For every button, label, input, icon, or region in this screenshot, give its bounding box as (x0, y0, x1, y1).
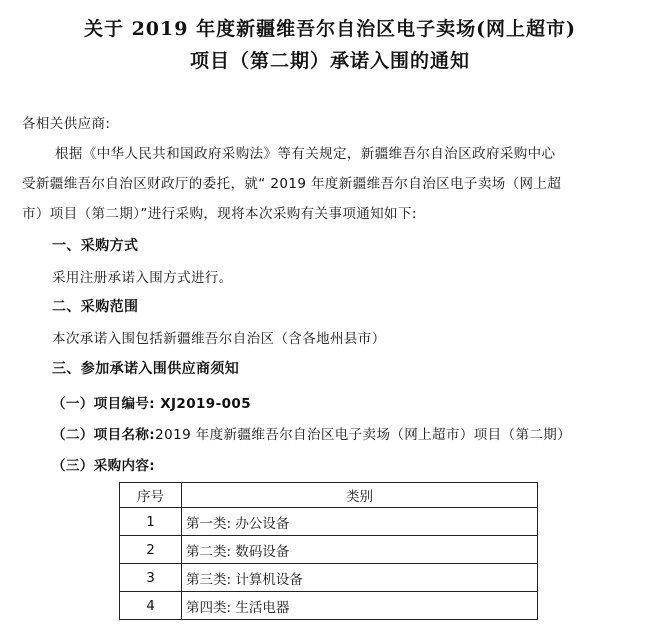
procurement-category-table (119, 482, 538, 620)
item-project-name-label: （二）项目名称: (52, 427, 156, 443)
item-project-name (52, 423, 571, 443)
row-number: 1 (120, 508, 182, 536)
document-title-line-1: 关于 2019 年度新疆维吾尔自治区电子卖场(网上超市) (83, 18, 577, 40)
section-1-text: 采用注册承诺入围方式进行。 (52, 270, 233, 286)
header-number: 序号 (120, 483, 182, 508)
item-procurement-content-label: （三）采购内容: (52, 458, 156, 474)
table-header-row (120, 483, 538, 508)
row-number: 4 (120, 592, 182, 620)
intro-line-1: 根据《中华人民共和国政府采购法》等有关规定，新疆维吾尔自治区政府采购中心 (55, 146, 556, 162)
row-category: 第三类: 计算机设备 (182, 564, 538, 592)
section-1-heading: 一、采购方式 (52, 238, 139, 254)
item-procurement-content (52, 454, 155, 474)
item-project-number-label: （一）项目编号: XJ2019-005 (52, 396, 251, 412)
table-row (120, 592, 538, 620)
salutation: 各相关供应商: (22, 116, 111, 132)
row-number: 2 (120, 536, 182, 564)
row-category: 第一类: 办公设备 (182, 508, 538, 536)
document-title-line-2: 项目（第二期）承诺入围的通知 (189, 50, 470, 72)
item-project-number (52, 392, 251, 412)
header-category: 类别 (182, 483, 538, 508)
table-row (120, 536, 538, 564)
table-row (120, 508, 538, 536)
row-number: 3 (120, 564, 182, 592)
row-category: 第四类: 生活电器 (182, 592, 538, 620)
table-row (120, 564, 538, 592)
section-2-heading: 二、采购范围 (52, 299, 139, 315)
section-2-text: 本次承诺入围包括新疆维吾尔自治区（含各地州县市） (52, 331, 386, 347)
intro-line-3: 市）项目（第二期）”进行采购，现将本次采购有关事项通知如下: (22, 206, 417, 222)
item-project-name-value: 2019 年度新疆维吾尔自治区电子卖场（网上超市）项目（第二期） (155, 427, 572, 443)
row-category: 第二类: 数码设备 (182, 536, 538, 564)
section-3-heading: 三、参加承诺入围供应商须知 (52, 361, 240, 377)
intro-line-2: 受新疆维吾尔自治区财政厅的委托，就“ 2019 年度新疆维吾尔自治区电子卖场（网上超 (22, 176, 562, 192)
